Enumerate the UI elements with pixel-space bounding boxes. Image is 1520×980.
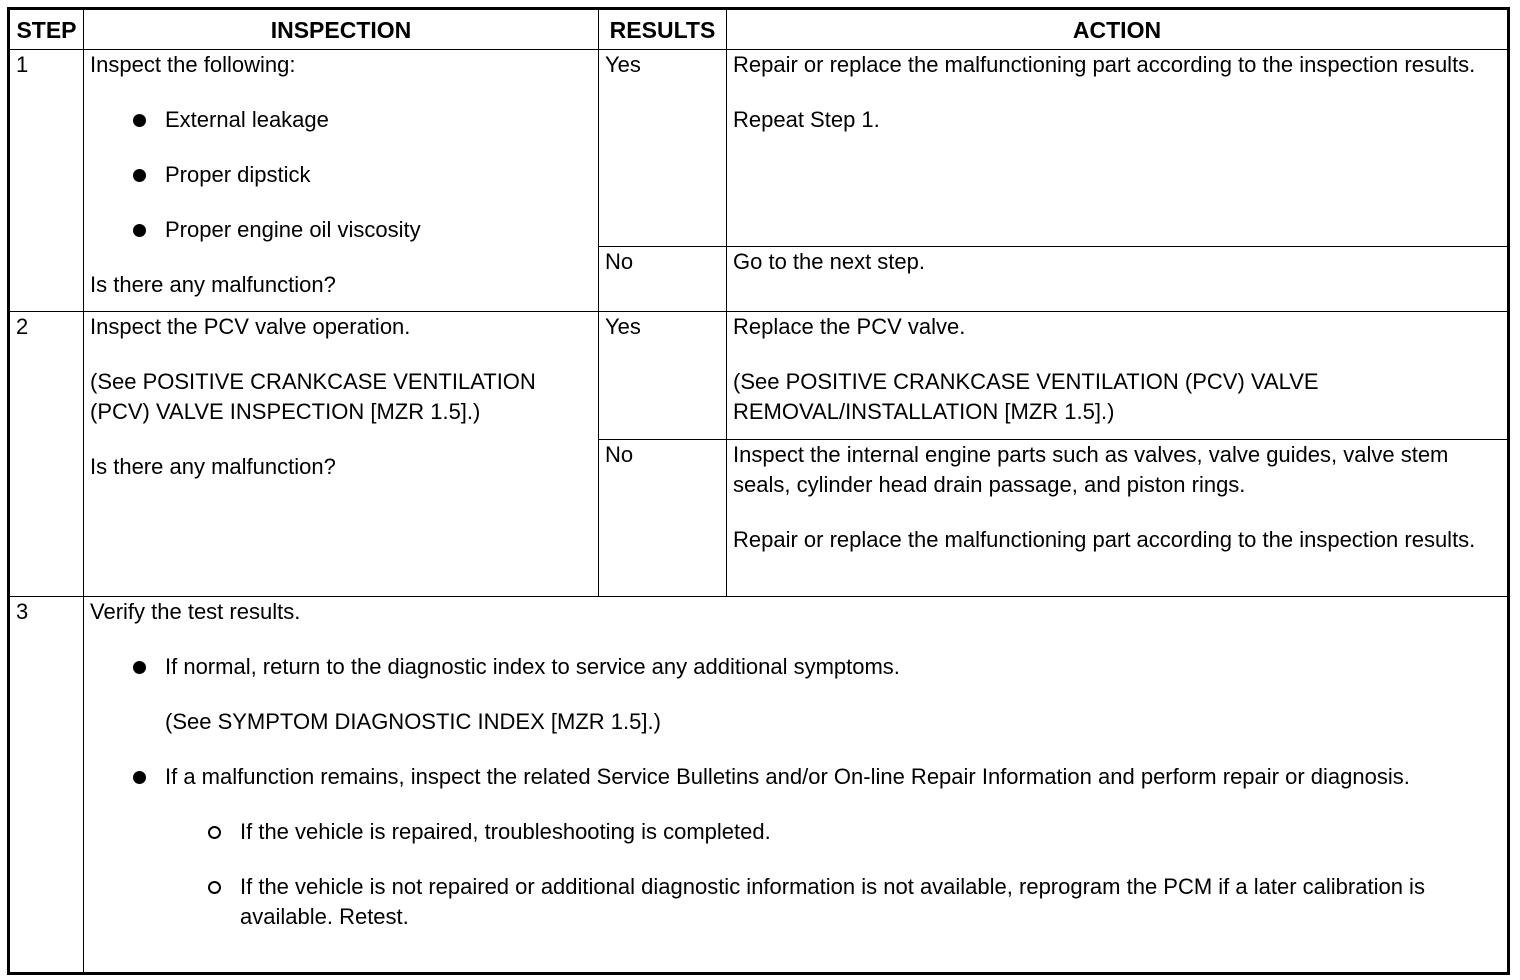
action-text: Repair or replace the malfunctioning part according to the inspection results. [733, 52, 1476, 77]
verification-item [90, 762, 1477, 932]
diagnostic-index-reference: (See SYMPTOM DIAGNOSTIC INDEX [MZR 1.5].) [165, 709, 661, 734]
action-text: Inspect the internal engine parts such as valves, valve guides, valve stem seals, cylinder head drain passage, and piston rings. [733, 442, 1449, 497]
action-cell [727, 247, 1509, 312]
verification-text: If a malfunction remains, inspect the related Service Bulletins and/or On-line Repair Information and perform repair or diagnosis. [165, 764, 1410, 789]
header-step: STEP [9, 9, 84, 50]
inspection-question: Is there any malfunction? [90, 272, 336, 297]
result-yes: Yes [599, 50, 727, 247]
verification-text: If normal, return to the diagnostic index to service any additional symptoms. [165, 654, 900, 679]
verification-subitem: If the vehicle is repaired, troubleshooting is completed. [165, 817, 1477, 847]
header-results: RESULTS [599, 9, 727, 50]
action-text: Repeat Step 1. [733, 107, 880, 132]
result-yes: Yes [599, 312, 727, 440]
inspection-intro: Inspect the following: [90, 52, 296, 77]
result-no: No [599, 247, 727, 312]
action-cell [727, 440, 1509, 597]
step-2-inspection [84, 312, 599, 597]
verification-item [90, 652, 1477, 737]
step-number: 1 [9, 50, 84, 312]
step-1-row-yes [9, 50, 1509, 247]
inspection-reference: (See POSITIVE CRANKCASE VENTILATION (PCV) VALVE INSPECTION [MZR 1.5].) [90, 369, 536, 424]
action-text: Replace the PCV valve. [733, 314, 966, 339]
header-action: ACTION [727, 9, 1509, 50]
diagnostic-procedure [7, 7, 1510, 975]
header-inspection: INSPECTION [84, 9, 599, 50]
step-2-row-yes [9, 312, 1509, 440]
action-cell [727, 50, 1509, 247]
step-3-inspection [84, 597, 1509, 974]
diagnostic-table [7, 7, 1510, 975]
verification-list [90, 652, 1477, 932]
header-row [9, 9, 1509, 50]
inspection-intro: Inspect the PCV valve operation. [90, 314, 411, 339]
inspection-question: Is there any malfunction? [90, 454, 336, 479]
verification-subitem: If the vehicle is not repaired or additional diagnostic information is not available, reprogram the PCM if a later calibration is available. Retest. [165, 872, 1477, 932]
step-1-inspection [84, 50, 599, 312]
inspection-intro: Verify the test results. [90, 599, 301, 624]
action-text: Repair or replace the malfunctioning part according to the inspection results. [733, 527, 1476, 552]
inspection-list [90, 105, 592, 245]
step-3-row [9, 597, 1509, 974]
action-text: Go to the next step. [733, 249, 926, 274]
inspection-item: Proper dipstick [90, 160, 592, 190]
step-number: 2 [9, 312, 84, 597]
result-no: No [599, 440, 727, 597]
inspection-item: External leakage [90, 105, 592, 135]
inspection-item: Proper engine oil viscosity [90, 215, 592, 245]
verification-sublist [90, 817, 1477, 932]
action-reference: (See POSITIVE CRANKCASE VENTILATION (PCV) VALVE REMOVAL/INSTALLATION [MZR 1.5].) [733, 369, 1319, 424]
action-cell [727, 312, 1509, 440]
step-number: 3 [9, 597, 84, 974]
